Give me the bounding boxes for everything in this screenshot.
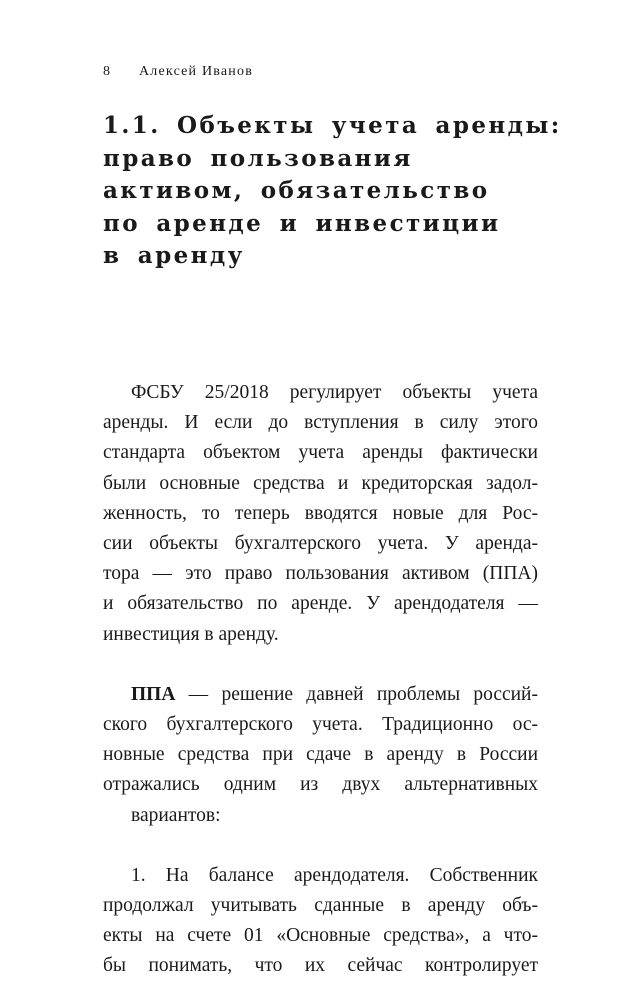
text-line: инвестиция в аренду. — [103, 623, 279, 645]
text-line: продолжал учитывать сданные в аренду объ- — [103, 895, 538, 917]
text-line: аренды. И если до вступления в силу этого — [103, 412, 538, 434]
body-text — [103, 378, 538, 982]
text-line: новные средства при сдаче в аренду в России — [103, 744, 538, 766]
text-line: и обязательство по аренде. У арендодателя — — [103, 593, 538, 615]
page-number: 8 — [103, 64, 112, 79]
text-line: тора — это право пользования активом (ППА) — [103, 563, 538, 585]
text-line: бы понимать, что их сейчас контролирует — [103, 955, 538, 977]
text-line: женность, то теперь вводятся новые для Рос- — [103, 502, 538, 524]
text-line: сии объекты бухгалтерского учета. У аренда- — [103, 533, 538, 555]
running-head-author: Алексей Иванов — [139, 64, 254, 79]
chapter-title-line: право пользования — [103, 144, 413, 172]
text-line: отражались одним из двух альтернативных — [103, 774, 538, 796]
chapter-title-line: по аренде и инвестиции — [103, 209, 501, 237]
text-line — [103, 680, 538, 710]
chapter-title-line: активом, обязательство — [103, 177, 490, 204]
text-line: ского бухгалтерского учета. Традиционно ос- — [103, 714, 538, 736]
running-head — [103, 64, 253, 80]
text-line: вариантов: — [131, 804, 221, 826]
text-line: екты на счете 01 «Основные средства», а что- — [103, 925, 538, 947]
chapter-title — [103, 110, 562, 273]
term-ppa: ППА — [131, 683, 176, 705]
text-line: стандарта объектом учета аренды фактически — [103, 442, 538, 464]
text-fragment: — решение давней проблемы россий- — [175, 683, 538, 705]
chapter-title-line: в аренду — [103, 242, 245, 269]
chapter-title-line: 1.1. Объекты учета аренды: — [103, 112, 562, 139]
text-line: ФСБУ 25/2018 регулирует объекты учета — [131, 382, 538, 403]
text-line: 1. На балансе арендодателя. Собственник — [131, 864, 538, 886]
text-line: были основные средства и кредиторская задол- — [103, 472, 538, 494]
paragraph-ppa — [103, 680, 538, 831]
paragraph-list-item-1 — [103, 861, 538, 982]
paragraph-fsbu — [103, 378, 538, 650]
